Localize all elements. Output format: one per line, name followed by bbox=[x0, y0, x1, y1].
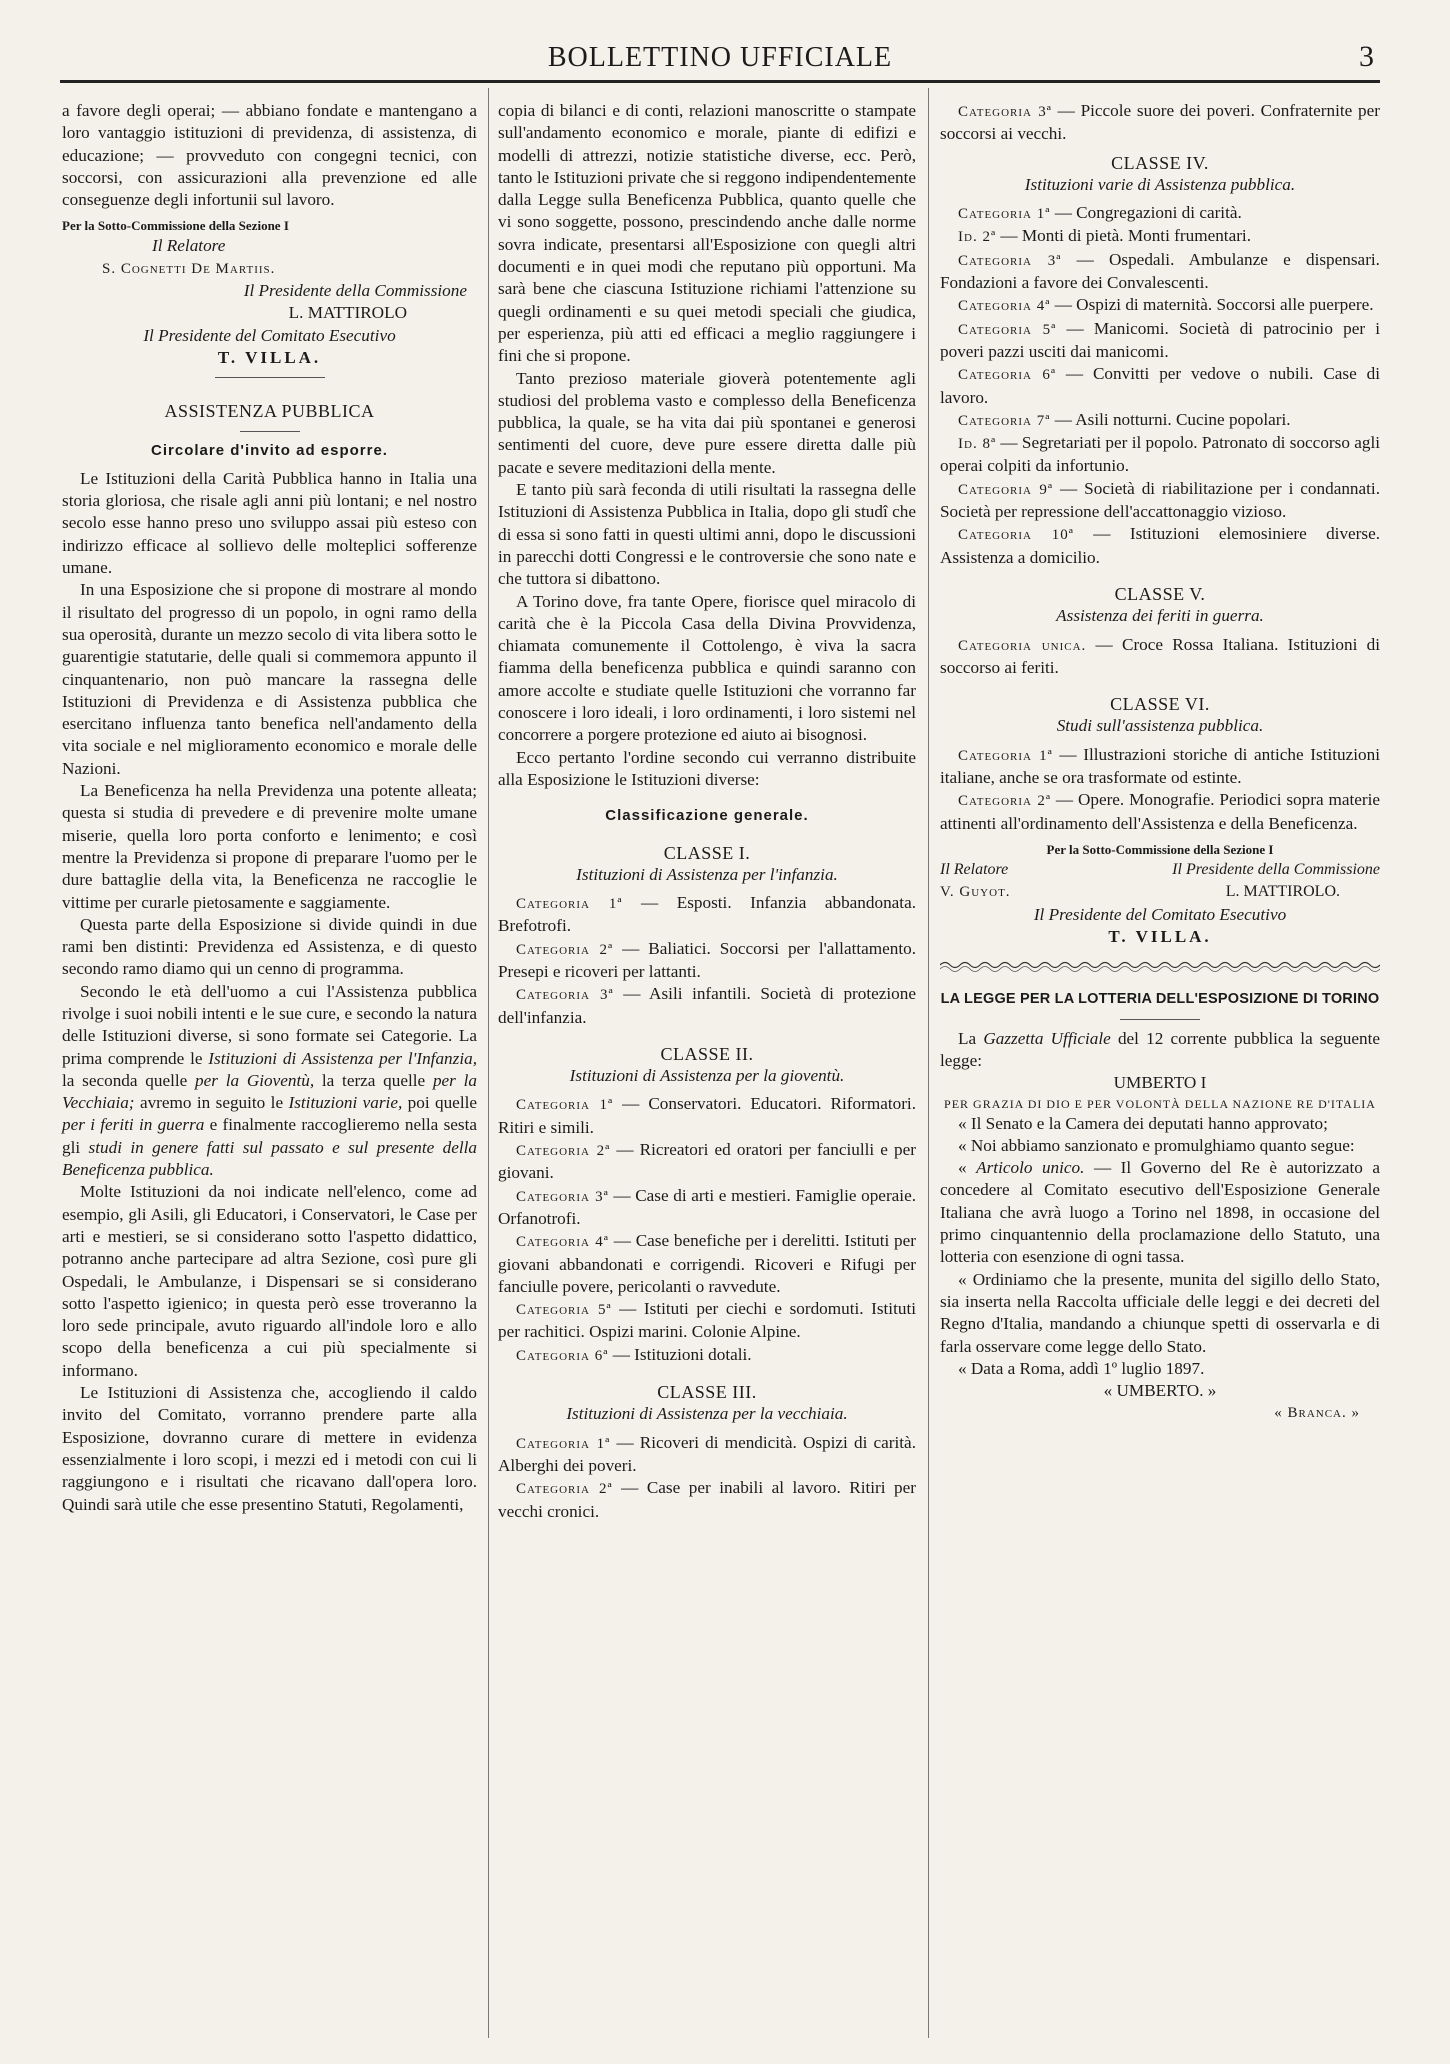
category-item bbox=[940, 409, 1380, 432]
text-span: — Asili notturni. Cucine popolari. bbox=[1050, 409, 1291, 429]
signature-row bbox=[940, 859, 1380, 881]
text-span: — Istituzioni elemosiniere diverse. Assistenza a domicilio. bbox=[940, 524, 1381, 567]
text-span: Categoria 1ª bbox=[516, 1097, 614, 1114]
text-span: — Il Governo del Re è autorizzato a concedere al Comitato esecutivo dell'Esposizione Generale Italiana che avrà luogo a Torino nel 1898, in occasione del primo cinquantennio della proclamazione dello Statuto, una lotteria con esenzione di ogni tassa. bbox=[940, 1158, 1381, 1267]
paragraph: Molte Istituzioni da noi indicate nell'elenco, come ad esempio, gli Asili, gli Educatori, i Conservatori, le Case per arti e mestieri, se si considerano sotto l'aspetto didattico, potranno anche partecipare ad altra Sezione, così pure gli Ospedali, le Ambulanze, i Dispensari se si considerano sotto l'aspetto igienico; in questa però esse troveranno la loro sede principale, avuto riguardo all'indole loro e allo scopo della beneficenza a cui più specialmente si informano. bbox=[62, 1182, 477, 1380]
relatore-name: V. Guyot. bbox=[940, 884, 1011, 901]
text-span: — Case di arti e mestieri. Famiglie operaie. Orfanotrofi. bbox=[498, 1185, 916, 1228]
text-span: Categoria 2ª bbox=[516, 1481, 613, 1498]
text-span: — Ricoveri di mendicità. Ospizi di carità. Alberghi dei poveri. bbox=[498, 1432, 916, 1475]
royal-signature: « UMBERTO. » bbox=[1103, 1381, 1217, 1401]
category-item bbox=[498, 938, 916, 984]
category-item bbox=[498, 1093, 916, 1139]
presidente-comitato-label: Il Presidente del Comitato Esecutivo bbox=[143, 325, 396, 345]
paragraph: copia di bilanci e di conti, relazioni manoscritte o stampate sull'andamento economico e morale, piante di edifizi e modelli di attrezzi, notizie statistiche diverse, ecc. Però, tanto le Istituzioni private che si reggono indipendentemente dalla Legge sulla Beneficenza Pubblica, quanto quelle che vi sono soggette, possono, prescindendo anche dalle norme sovra indicate, presentarsi all'Esposizione con quegli altri documenti e in quei modi che reputano più opportuni. Ma sarà bene che ciascuna Istituzione richiami l'attenzione su quegli ordinamenti e su quei metodi speciali che giudica, per esperienza, più atti ed efficaci a meglio raggiungere i fini che si propone. bbox=[498, 101, 916, 366]
text-span: — Convitti per vedove o nubili. Case di lavoro. bbox=[940, 364, 1380, 407]
class-subtitle: Istituzioni di Assistenza per l'infanzia. bbox=[576, 864, 838, 884]
text-span: Categoria 10ª bbox=[958, 527, 1074, 544]
relatore-label: Il Relatore bbox=[940, 860, 1009, 878]
class-subtitle: Assistenza dei feriti in guerra. bbox=[1056, 606, 1264, 626]
text-span: Categoria 3ª bbox=[958, 252, 1062, 269]
presidente-commissione-label: Il Presidente della Commissione bbox=[1172, 860, 1380, 878]
text-span: Secondo le età dell'uomo a cui l'Assistenza pubblica rivolge i suoi nobili intenti e le sue cure, e secondo la natura delle Istituzioni diverse, si sono formate sei Categorie. La prima comprende le bbox=[62, 981, 477, 1068]
text-span: — Ricreatori ed oratori per fanciulli e per giovani. bbox=[498, 1140, 917, 1183]
text-span: Istituzioni varie, bbox=[288, 1093, 403, 1113]
text-span: e finalmente raccoglieremo nella sesta gli bbox=[62, 1115, 477, 1157]
text-span: Categoria 5ª bbox=[516, 1302, 612, 1319]
class-title: CLASSE V. bbox=[1114, 583, 1206, 604]
category-item bbox=[940, 202, 1380, 225]
category-item bbox=[498, 1139, 916, 1185]
category-item bbox=[940, 294, 1380, 317]
text-span: Categoria 4ª bbox=[958, 298, 1051, 315]
text-span: — Case per inabili al lavoro. Ritiri per vecchi cronici. bbox=[498, 1478, 916, 1521]
text-span: Categoria 2ª bbox=[516, 941, 614, 958]
sub-commission-label: Per la Sotto-Commissione della Sezione I bbox=[1046, 841, 1274, 857]
column-3 bbox=[940, 100, 1380, 1425]
paragraph: Tanto prezioso materiale gioverà potentemente agli studiosi del problema vasto e complesso della Beneficenza pubblica, la quale, se ha vita dai più spontanei e generosi sentimenti del cuore, deve pure essere diretta dalle più pacate e severe meditazioni della mente. bbox=[498, 368, 916, 477]
category-item bbox=[940, 634, 1380, 680]
category-item bbox=[498, 1477, 916, 1523]
category-item bbox=[940, 478, 1380, 524]
text-span: poi quelle bbox=[402, 1093, 477, 1113]
paragraph: a favore degli operai; — abbiano fondate e mantengano a loro vantaggio istituzioni di previdenza, di assistenza, di educazione; — provveduto con congegni tecnici, con soccorsi, con assicurazioni alla prevenzione ed alle conseguenze degli infortunii sul lavoro. bbox=[62, 101, 477, 210]
text-span: del 12 corrente pubblica la seguente legge: bbox=[940, 1028, 1380, 1070]
paragraph: In una Esposizione che si propone di mostrare al mondo il risultato del progresso di un popolo, in ogni ramo della sua operosità, durante un mezzo secolo di vita libera sotto le guarentigie statutarie, delle quali si commemora appunto il cinquantenario, non può mancare la rassegna delle Istituzioni di Previdenza e di Assistenza pubblica che esercitano influenza tanto benefica nell'andamento della vita sociale e nel miglioramento economico e morale delle Nazioni. bbox=[62, 580, 477, 778]
classification-heading: Classificazione generale. bbox=[605, 807, 809, 825]
column-1 bbox=[62, 100, 477, 1516]
category-item bbox=[940, 363, 1380, 409]
paragraph: « Ordiniamo che la presente, munita del sigillo dello Stato, sia inserta nella Raccolta ufficiale delle leggi e dei decreti del Regno d'Italia, mandando a chiunque spetti di osservarla e di farla osservare come legge dello Stato. bbox=[940, 1269, 1380, 1356]
text-span: Categoria 3ª bbox=[516, 987, 614, 1004]
column-2 bbox=[498, 100, 916, 1523]
text-span: Gazzetta Ufficiale bbox=[983, 1028, 1111, 1048]
class-title: CLASSE II. bbox=[660, 1043, 754, 1064]
paragraph: « Noi abbiamo sanzionato e promulghiamo quanto segue: bbox=[958, 1135, 1355, 1155]
paragraph: Le Istituzioni di Assistenza che, accogliendo il caldo invito del Comitato, vorranno prendere parte alla Esposizione, dovranno curare di mettere in evidenza essenzialmente i loro scopi, i mezzi ed i metodi con cui li raggiungono e i risultati che ricavano dall'opera loro. Quindi sarà utile che esse presentino Statuti, Regolamenti, bbox=[62, 1383, 477, 1514]
text-span: Id. 2ª bbox=[958, 229, 997, 246]
minister-signature: « Branca. » bbox=[1274, 1405, 1360, 1422]
class-subtitle: Istituzioni di Assistenza per la gioventù. bbox=[569, 1066, 845, 1086]
category-item bbox=[940, 225, 1380, 248]
relatore-name: S. Cognetti De Martiis. bbox=[102, 260, 276, 277]
text-span: — Esposti. Infanzia abbandonata. Brefotrofi. bbox=[498, 893, 917, 936]
text-span: Categoria 2ª bbox=[516, 1143, 611, 1160]
category-item bbox=[498, 1432, 916, 1478]
category-item bbox=[940, 318, 1380, 364]
section-title: ASSISTENZA PUBBLICA bbox=[164, 401, 375, 422]
category-item bbox=[940, 100, 1380, 146]
text-span: — Segretariati per il popolo. Patronato di soccorso agli operai colpiti da infortunio. bbox=[940, 433, 1380, 476]
text-span: Categoria 6ª bbox=[958, 367, 1056, 384]
sub-commission-label: Per la Sotto-Commissione della Sezione I bbox=[62, 218, 289, 234]
category-item bbox=[940, 789, 1380, 835]
text-span: — Piccole suore dei poveri. Confraternite per soccorsi ai vecchi. bbox=[940, 101, 1380, 144]
paragraph: Ecco pertanto l'ordine secondo cui verranno distribuite alla Esposizione le Istituzioni diverse: bbox=[498, 747, 916, 789]
journal-title: BOLLETTINO UFFICIALE bbox=[547, 42, 893, 73]
text-span: La bbox=[958, 1028, 984, 1048]
category-item bbox=[498, 1344, 916, 1367]
text-span: — Baliatici. Soccorsi per l'allattamento. Presepi e ricoveri per lattanti. bbox=[498, 938, 917, 981]
header-rule bbox=[60, 80, 1380, 83]
class-subtitle: Istituzioni varie di Assistenza pubblica. bbox=[1024, 174, 1296, 194]
category-item bbox=[940, 744, 1380, 790]
text-span: Categoria 1ª bbox=[516, 1435, 611, 1452]
law-title: LA LEGGE PER LA LOTTERIA DELL'ESPOSIZIONE DI TORINO bbox=[940, 991, 1380, 1008]
text-span: Categoria 6ª bbox=[516, 1347, 609, 1364]
class-subtitle: Studi sull'assistenza pubblica. bbox=[1056, 716, 1264, 736]
page-header bbox=[60, 38, 1380, 78]
paragraph: « Data a Roma, addì 1º luglio 1897. bbox=[958, 1358, 1205, 1378]
text-span: Categoria 3ª bbox=[958, 104, 1052, 120]
text-span: avremo in seguito le bbox=[134, 1093, 289, 1113]
category-item bbox=[498, 1298, 916, 1344]
paragraph: Questa parte della Esposizione si divide quindi in due rami ben distinti: Previdenza ed Assistenza, e di questo secondo ramo diamo qui un cenno di programma. bbox=[62, 914, 477, 979]
text-span: — Società di riabilitazione per i condannati. Società per repressione dell'accattonaggio vizioso. bbox=[940, 478, 1381, 522]
class-title: CLASSE VI. bbox=[1110, 694, 1210, 715]
column-divider-1 bbox=[488, 88, 489, 2038]
text-span: Articolo unico. bbox=[976, 1158, 1085, 1178]
royal-title: PER GRAZIA DI DIO E PER VOLONTÀ DELLA NAZIONE RE D'ITALIA bbox=[944, 1096, 1376, 1111]
text-span: la terza quelle bbox=[314, 1070, 433, 1090]
category-item bbox=[498, 1230, 916, 1298]
paragraph: La Beneficenza ha nella Previdenza una potente alleata; questa si studia di prevedere e di prevenire molte umane miserie, quella loro porta conforto e lenimento; e così mentre la Previdenza si propone di preparare l'uomo per le dure battaglie della vita, la Beneficenza ne raccoglie le vittime per curarle pietosamente e saggiamente. bbox=[62, 781, 477, 912]
text-span: — Conservatori. Educatori. Riformatori. Ritiri e simili. bbox=[498, 1094, 916, 1137]
column-divider-2 bbox=[928, 88, 929, 2038]
category-item bbox=[940, 432, 1380, 478]
presidente-comitato-name: T. VILLA. bbox=[1108, 926, 1212, 946]
paragraph: E tanto più sarà feconda di utili risultati la rassegna delle Istituzioni di Assistenza Pubblica in Italia, dopo gli studî che di essa si sono fatti in questi ultimi anni, dopo le discussioni in parecchi dotti Congressi e le controversie che sono nate e che tuttora si dibattono. bbox=[498, 480, 916, 589]
text-span: Categoria 1ª bbox=[516, 896, 623, 913]
divider bbox=[1120, 1019, 1200, 1020]
text-span: — Istituti per ciechi e sordomuti. Istituti per rachitici. Ospizi marini. Colonie Alpine. bbox=[498, 1299, 917, 1342]
paragraph bbox=[940, 1028, 1380, 1073]
text-span: Categoria 1ª bbox=[958, 747, 1053, 764]
text-span: « bbox=[958, 1158, 977, 1178]
category-item bbox=[498, 983, 916, 1029]
text-span: — Croce Rossa Italiana. Istituzioni di soccorso ai feriti. bbox=[940, 634, 1380, 677]
divider bbox=[240, 431, 300, 432]
text-span: per i feriti in guerra bbox=[62, 1115, 205, 1135]
text-span: Categoria 7ª bbox=[958, 412, 1051, 429]
text-span: per la Vecchiaia; bbox=[62, 1070, 477, 1113]
text-span: Categoria 2ª bbox=[958, 793, 1051, 810]
king-name: UMBERTO I bbox=[1113, 1073, 1207, 1093]
paragraph bbox=[940, 1157, 1380, 1268]
text-span: — Monti di pietà. Monti frumentari. bbox=[996, 226, 1251, 246]
text-span: per la Gioventù, bbox=[195, 1070, 315, 1090]
signature-row bbox=[940, 881, 1380, 903]
text-span: — Manicomi. Società di patrocinio per i poveri pazzi usciti dai manicomi. bbox=[940, 318, 1381, 361]
divider bbox=[215, 377, 325, 378]
text-span: Categoria unica. bbox=[958, 637, 1087, 654]
class-title: CLASSE III. bbox=[657, 1382, 757, 1403]
presidente-commissione-name: L. MATTIROLO bbox=[288, 303, 407, 323]
text-span: Id. 8ª bbox=[958, 436, 997, 453]
presidente-comitato-label: Il Presidente del Comitato Esecutivo bbox=[1033, 904, 1287, 924]
relatore-label: Il Relatore bbox=[152, 236, 226, 256]
text-span: studi in genere fatti sul passato e sul presente della Beneficenza pubblica. bbox=[62, 1137, 477, 1180]
class-title: CLASSE IV. bbox=[1111, 152, 1209, 173]
wavy-divider bbox=[940, 958, 1380, 972]
text-span: — Congregazioni di carità. bbox=[1050, 203, 1242, 223]
paragraph: A Torino dove, fra tante Opere, fiorisce quel miracolo di carità che è la Piccola Casa della Divina Provvidenza, chiamata comunemente il Cottolengo, è viva la sacra fiamma della beneficenza pubblica e quindi saranno con amore accolte e studiate quelle Istituzioni che vorranno far conoscere i loro ideali, i loro ordinamenti, i loro sistemi nel concorrere a porgere protezione ed aiuto ai bisognosi. bbox=[498, 591, 916, 745]
text-span: Categoria 1ª bbox=[958, 206, 1051, 223]
category-item bbox=[498, 1185, 916, 1231]
presidente-comitato-name: T. VILLA. bbox=[217, 347, 322, 367]
text-span: — Case benefiche per i derelitti. Istituti per giovani abbandonati e corrigendi. Ricoveri e Rifugi per fanciulle povere, pericolanti o ravvedute. bbox=[498, 1231, 916, 1296]
circular-title: Circolare d'invito ad esporre. bbox=[151, 441, 388, 459]
presidente-commissione-name: L. MATTIROLO. bbox=[1225, 883, 1340, 901]
category-item bbox=[498, 892, 916, 938]
class-title: CLASSE I. bbox=[663, 842, 751, 863]
text-span: la seconda quelle bbox=[62, 1070, 196, 1090]
text-span: Categoria 3ª bbox=[516, 1188, 609, 1205]
text-span: Istituzioni di Assistenza per l'Infanzia, bbox=[208, 1048, 477, 1068]
text-span: Categoria 9ª bbox=[958, 481, 1054, 498]
text-span: — Ospedali. Ambulanze e dispensari. Fondazioni a favore dei Convalescenti. bbox=[940, 249, 1380, 293]
paragraph bbox=[62, 981, 477, 1182]
category-item bbox=[940, 249, 1380, 295]
text-span: Categoria 5ª bbox=[958, 321, 1057, 338]
presidente-commissione-label: Il Presidente della Commissione bbox=[243, 281, 467, 301]
text-span: — Opere. Monografie. Periodici sopra materie attinenti all'ordinamento dell'Assistenza e della Beneficenza. bbox=[940, 790, 1381, 833]
text-span: — Asili infantili. Società di protezione dell'infanzia. bbox=[498, 984, 916, 1027]
category-item bbox=[940, 523, 1380, 569]
page-number: 3 bbox=[1359, 40, 1374, 73]
text-span: — Ospizi di maternità. Soccorsi alle puerpere. bbox=[1050, 295, 1374, 315]
class-subtitle: Istituzioni di Assistenza per la vecchiaia. bbox=[566, 1404, 848, 1424]
text-span: — Istituzioni dotali. bbox=[608, 1344, 752, 1364]
text-span: — Illustrazioni storiche di antiche Istituzioni italiane, anche se ora trasformate od estinte. bbox=[940, 744, 1380, 788]
text-span: Categoria 4ª bbox=[516, 1234, 609, 1251]
paragraph: Le Istituzioni della Carità Pubblica hanno in Italia una storia gloriosa, che risale agli anni più lontani; e nel nostro secolo esse hanno preso uno sviluppo assai più esteso con indirizzo efficace al sollievo delle molteplici sofferenze umane. bbox=[62, 468, 477, 578]
paragraph: « Il Senato e la Camera dei deputati hanno approvato; bbox=[958, 1113, 1328, 1133]
